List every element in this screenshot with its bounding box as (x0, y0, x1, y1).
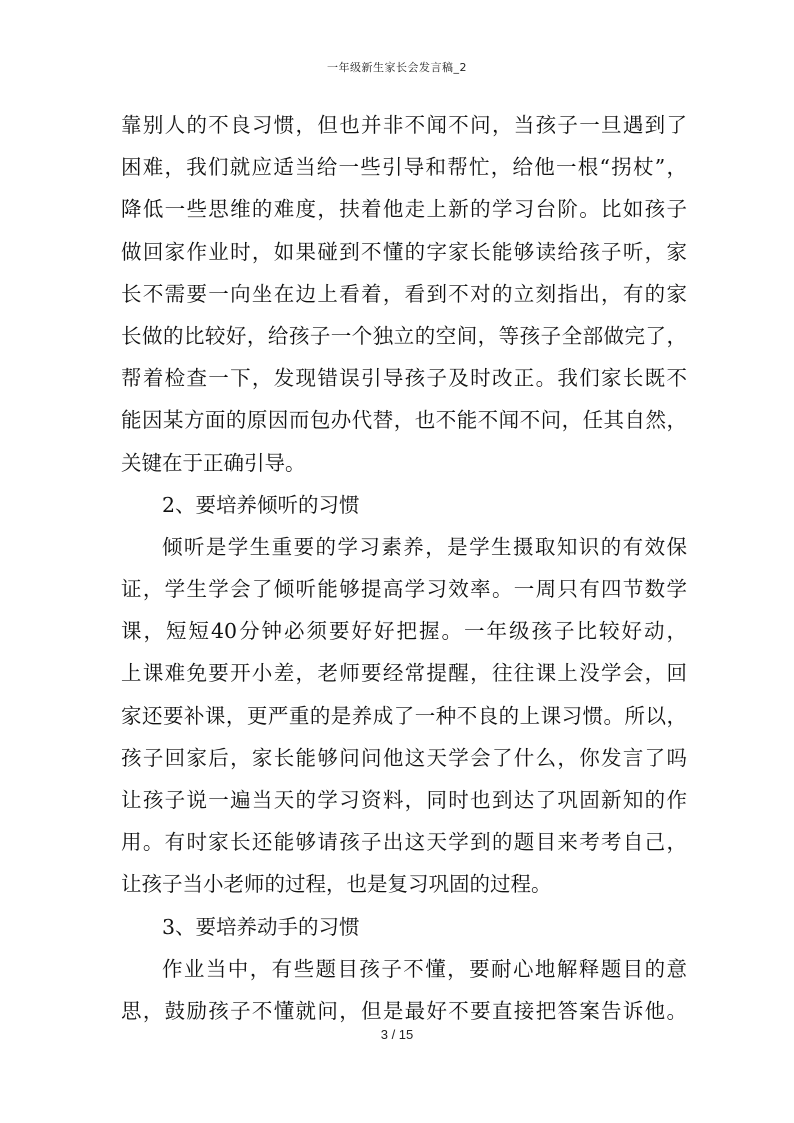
section-heading-3 (121, 906, 687, 948)
heading-text: 2、要培养倾听的习惯 (162, 492, 360, 517)
paragraph-1 (121, 104, 687, 484)
paragraph-3 (121, 948, 687, 1032)
document-body (121, 104, 687, 1032)
text-line: 证，学生学会了倾听能够提高学习效率。一周只有四节数学 (121, 577, 687, 602)
text-line: 做回家作业时，如果碰到不懂的字家长能够读给孩子听，家 (121, 239, 687, 264)
text-line: 孩子回家后，家长能够问问他这天学会了什么，你发言了吗 (121, 745, 687, 770)
paragraph-2 (121, 526, 687, 906)
heading-text: 3、要培养动手的习惯 (162, 914, 360, 939)
page-header-title: 一年级新生家长会发言稿_2 (327, 61, 467, 74)
text-line: 能因某方面的原因而包办代替，也不能不闻不问，任其自然， (121, 408, 687, 433)
text-line: 困难，我们就应适当给一些引导和帮忙，给他一根“拐杖”， (121, 155, 687, 180)
section-heading-2 (121, 484, 687, 526)
text-line: 降低一些思维的难度，扶着他走上新的学习台阶。比如孩子 (121, 197, 687, 222)
text-line: 上课难免要开小差，老师要经常提醒，往往课上没学会，回 (121, 661, 687, 686)
text-line: 思，鼓励孩子不懂就问，但是最好不要直接把答案告诉他。 (121, 998, 687, 1023)
text-line: 长不需要一向坐在边上看着，看到不对的立刻指出，有的家 (121, 281, 687, 306)
text-line: 让孩子说一遍当天的学习资料，同时也到达了巩固新知的作 (121, 788, 687, 812)
text-line: 让孩子当小老师的过程，也是复习巩固的过程。 (121, 872, 552, 897)
text-line: 关键在于正确引导。 (121, 450, 306, 475)
text-line: 作业当中，有些题目孩子不懂，要耐心地解释题目的意 (162, 956, 687, 981)
text-line: 帮着检查一下，发现错误引导孩子及时改正。我们家长既不 (121, 366, 687, 391)
text-line: 家还要补课，更严重的是养成了一种不良的上课习惯。所以， (121, 703, 687, 728)
text-line: 靠别人的不良习惯，但也并非不闻不问，当孩子一旦遇到了 (121, 113, 687, 137)
page-number: 3 / 15 (380, 1027, 414, 1042)
text-line: 倾听是学生重要的学习素养，是学生摄取知识的有效保 (162, 534, 687, 559)
text-line: 长做的比较好，给孩子一个独立的空间，等孩子全部做完了， (121, 323, 687, 348)
text-line: 课，短短40分钟必须要好好把握。一年级孩子比较好动， (121, 619, 687, 644)
text-line: 用。有时家长还能够请孩子出这天学到的题目来考考自己， (121, 830, 687, 855)
